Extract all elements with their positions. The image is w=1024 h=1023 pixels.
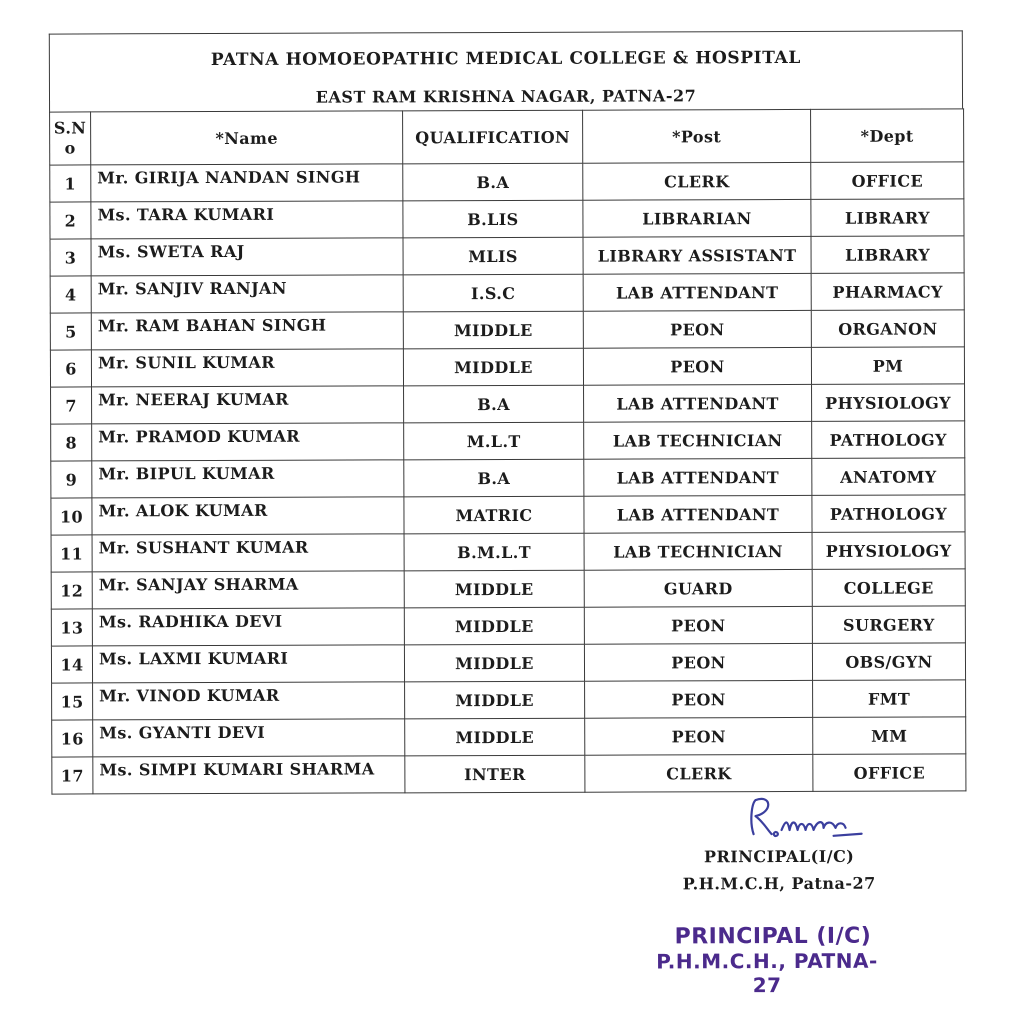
table-row bbox=[50, 236, 964, 276]
cell-sno: 8 bbox=[51, 424, 92, 461]
cell-dept: SURGERY bbox=[812, 606, 965, 644]
cell-post: LAB ATTENDANT bbox=[584, 495, 812, 533]
cell-sno: 2 bbox=[50, 202, 91, 239]
cell-sno: 12 bbox=[51, 572, 92, 609]
table-row bbox=[52, 680, 966, 720]
cell-sno: 11 bbox=[51, 535, 92, 572]
cell-dept: LIBRARY bbox=[811, 199, 964, 237]
cell-name: Mr. SUSHANT KUMAR bbox=[92, 534, 404, 572]
column-header-post: *Post bbox=[583, 109, 811, 163]
cell-post: LAB TECHNICIAN bbox=[584, 532, 812, 570]
cell-post: LAB ATTENDANT bbox=[584, 384, 812, 422]
cell-qualification: MIDDLE bbox=[405, 718, 585, 756]
cell-name: Mr. GIRIJA NANDAN SINGH bbox=[91, 164, 403, 202]
table-row bbox=[51, 458, 965, 498]
cell-sno: 6 bbox=[50, 350, 91, 387]
cell-qualification: MATRIC bbox=[404, 496, 584, 534]
cell-qualification: M.L.T bbox=[404, 422, 584, 460]
table-row bbox=[51, 384, 965, 424]
cell-qualification: B.A bbox=[403, 163, 583, 201]
stamp-line-1: PRINCIPAL (I/C) bbox=[674, 923, 872, 950]
cell-sno: 10 bbox=[51, 498, 92, 535]
cell-name: Ms. LAXMI KUMARI bbox=[92, 645, 404, 683]
cell-qualification: MIDDLE bbox=[404, 644, 584, 682]
cell-dept: ANATOMY bbox=[812, 458, 965, 496]
principal-institution: P.H.M.C.H, Patna-27 bbox=[682, 873, 876, 894]
cell-name: Ms. SWETA RAJ bbox=[91, 238, 403, 276]
cell-dept: OFFICE bbox=[811, 162, 964, 200]
principal-title: PRINCIPAL(I/C) bbox=[703, 846, 855, 867]
cell-post: PEON bbox=[585, 717, 813, 755]
college-address: EAST RAM KRISHNA NAGAR, PATNA-27 bbox=[315, 86, 697, 107]
cell-name: Mr. ALOK KUMAR bbox=[92, 497, 404, 535]
cell-post: LAB TECHNICIAN bbox=[584, 421, 812, 459]
cell-name: Mr. SANJAY SHARMA bbox=[92, 571, 404, 609]
cell-sno: 17 bbox=[52, 757, 93, 794]
cell-dept: PHYSIOLOGY bbox=[812, 532, 965, 570]
table-body bbox=[50, 162, 966, 794]
cell-sno: 13 bbox=[51, 609, 92, 646]
cell-dept: PHARMACY bbox=[811, 273, 964, 311]
cell-post: CLERK bbox=[585, 754, 813, 792]
cell-name: Ms. RADHIKA DEVI bbox=[92, 608, 404, 646]
cell-qualification: INTER bbox=[405, 755, 585, 793]
cell-post: LIBRARY ASSISTANT bbox=[583, 236, 811, 274]
cell-qualification: MIDDLE bbox=[403, 348, 583, 386]
cell-post: PEON bbox=[585, 680, 813, 718]
cell-post: LAB ATTENDANT bbox=[584, 458, 812, 496]
cell-sno: 9 bbox=[51, 461, 92, 498]
table-row bbox=[51, 643, 965, 683]
cell-name: Mr. BIPUL KUMAR bbox=[92, 460, 404, 498]
table-row bbox=[51, 569, 965, 609]
table-row bbox=[51, 532, 965, 572]
cell-sno: 1 bbox=[50, 165, 91, 202]
college-title: PATNA HOMOEOPATHIC MEDICAL COLLEGE & HOSPITAL bbox=[210, 47, 801, 71]
cell-name: Ms. TARA KUMARI bbox=[91, 201, 403, 239]
table-row bbox=[52, 717, 966, 757]
cell-qualification: B.LIS bbox=[403, 200, 583, 238]
table-row bbox=[50, 347, 964, 387]
cell-name: Mr. SANJIV RANJAN bbox=[91, 275, 403, 313]
principal-stamp bbox=[642, 923, 892, 998]
cell-dept: OBS/GYN bbox=[812, 643, 965, 681]
cell-sno: 4 bbox=[50, 276, 91, 313]
cell-sno: 3 bbox=[50, 239, 91, 276]
cell-post: PEON bbox=[583, 347, 811, 385]
cell-sno: 7 bbox=[51, 387, 92, 424]
cell-name: Ms. GYANTI DEVI bbox=[93, 719, 405, 757]
cell-dept: ORGANON bbox=[811, 310, 964, 348]
cell-dept: OFFICE bbox=[813, 754, 966, 792]
cell-name: Ms. SIMPI KUMARI SHARMA bbox=[93, 756, 405, 794]
cell-dept: PATHOLOGY bbox=[812, 421, 965, 459]
cell-sno: 16 bbox=[52, 720, 93, 757]
signature bbox=[741, 792, 871, 842]
table-row bbox=[51, 421, 965, 461]
cell-qualification: B.A bbox=[404, 385, 584, 423]
table-row bbox=[51, 495, 965, 535]
cell-name: Mr. PRAMOD KUMAR bbox=[92, 423, 404, 461]
cell-qualification: I.S.C bbox=[403, 274, 583, 312]
cell-post: PEON bbox=[583, 310, 811, 348]
stamp-line-2: P.H.M.C.H., PATNA-27 bbox=[656, 948, 878, 998]
cell-sno: 5 bbox=[50, 313, 91, 350]
cell-sno: 14 bbox=[51, 646, 92, 683]
cell-name: Mr. RAM BAHAN SINGH bbox=[91, 312, 403, 350]
table-row bbox=[50, 273, 964, 313]
cell-dept: MM bbox=[813, 717, 966, 755]
cell-post: LAB ATTENDANT bbox=[583, 273, 811, 311]
cell-dept: COLLEGE bbox=[812, 569, 965, 607]
cell-dept: PHYSIOLOGY bbox=[812, 384, 965, 422]
cell-qualification: MLIS bbox=[403, 237, 583, 275]
cell-post: LIBRARIAN bbox=[583, 199, 811, 237]
cell-post: PEON bbox=[584, 606, 812, 644]
header-box bbox=[49, 30, 963, 111]
cell-dept: PM bbox=[811, 347, 964, 385]
cell-name: Mr. VINOD KUMAR bbox=[93, 682, 405, 720]
table-row bbox=[50, 162, 964, 202]
column-header-name: *Name bbox=[91, 111, 403, 165]
table-row bbox=[51, 606, 965, 646]
cell-post: CLERK bbox=[583, 162, 811, 200]
cell-post: GUARD bbox=[584, 569, 812, 607]
column-header-sno: S.N o bbox=[50, 112, 91, 165]
staff-table bbox=[49, 108, 966, 794]
cell-qualification: B.A bbox=[404, 459, 584, 497]
cell-post: PEON bbox=[584, 643, 812, 681]
cell-dept: PATHOLOGY bbox=[812, 495, 965, 533]
cell-name: Mr. NEERAJ KUMAR bbox=[92, 386, 404, 424]
cell-dept: LIBRARY bbox=[811, 236, 964, 274]
cell-qualification: MIDDLE bbox=[404, 607, 584, 645]
cell-qualification: B.M.L.T bbox=[404, 533, 584, 571]
column-header-dept: *Dept bbox=[811, 109, 964, 163]
column-header-qualification: QUALIFICATION bbox=[403, 110, 583, 164]
cell-dept: FMT bbox=[813, 680, 966, 718]
cell-qualification: MIDDLE bbox=[403, 311, 583, 349]
table-row bbox=[50, 310, 964, 350]
cell-qualification: MIDDLE bbox=[405, 681, 585, 719]
cell-qualification: MIDDLE bbox=[404, 570, 584, 608]
cell-name: Mr. SUNIL KUMAR bbox=[91, 349, 403, 387]
cell-sno: 15 bbox=[52, 683, 93, 720]
table-header-row bbox=[50, 109, 964, 165]
table-row bbox=[50, 199, 964, 239]
